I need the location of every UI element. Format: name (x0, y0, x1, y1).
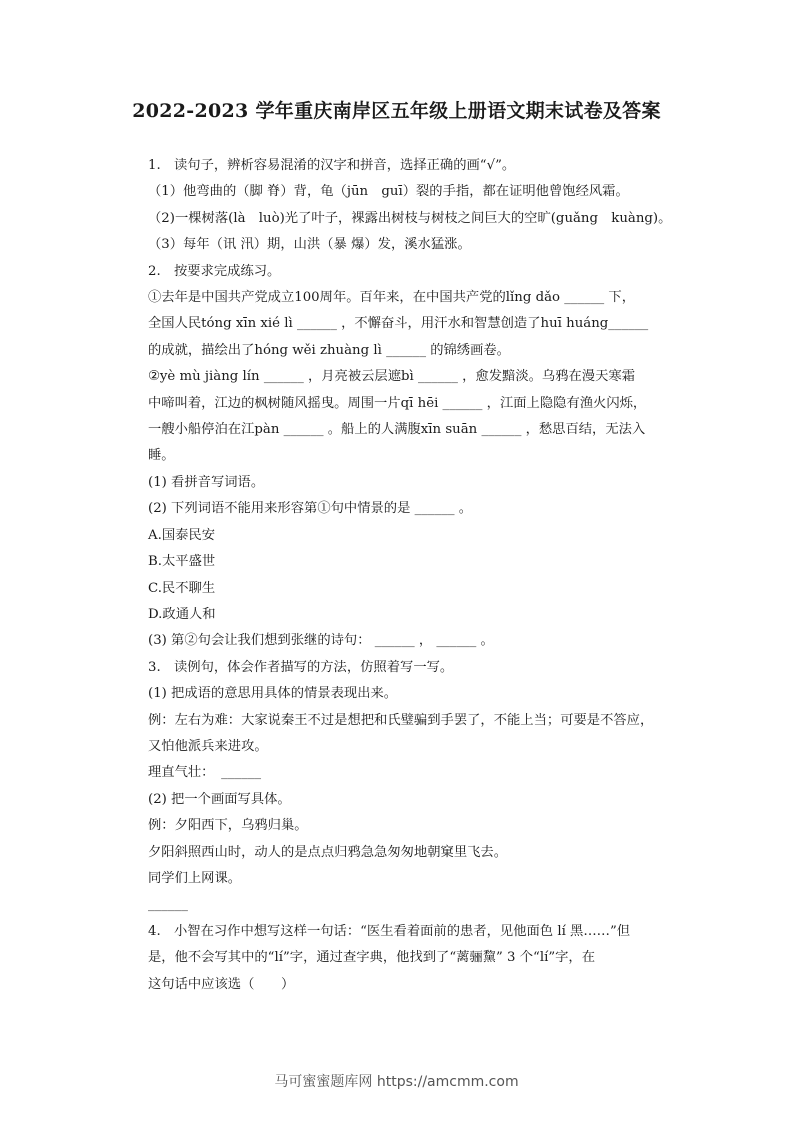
text-line: 3. 读例句，体会作者描写的方法，仿照着写一写。 (148, 659, 454, 675)
text-line: （2)一棵树落(là luò)光了叶子，裸露出树枝与树枝之间巨大的空旷(guǎng kuàng)。 (148, 210, 672, 226)
text-line: 这句话中应该选（ ） (148, 976, 295, 992)
text-line: 4. 小智在习作中想写这样一句话：“医生看着面前的患者，见他面色 lí 黑……”但 (148, 923, 631, 939)
text-line: (1) 把成语的意思用具体的情景表现出来。 (148, 686, 398, 702)
text-line: 全国人民tóng xīn xié lì ______ ，不懈奋斗，用汗水和智慧创造了huī huáng______ (148, 316, 649, 332)
text-line: （3）每年（讯 汛）期，山洪（暴 爆）发，溪水猛涨。 (148, 237, 471, 253)
text-line: 例：左右为难：大家说秦王不过是想把和氏璧骗到手罢了，不能上当；可要是不答应， (148, 712, 654, 728)
footer-watermark: 马可蜜蜜题库网 https://amcmm.com (274, 1074, 519, 1090)
option-a: A.国泰民安 (148, 527, 216, 543)
text-line: 1. 读句子，辨析容易混淆的汉字和拼音，选择正确的画“√”。 (148, 158, 516, 173)
text-line: 中啼叫着，江边的枫树随风摇曳。周围一片qī hēi ______ ，江面上隐隐有渔火闪烁， (148, 395, 647, 411)
answer-blank: ______ (148, 897, 188, 913)
text-line: (2) 下列词语不能用来形容第①句中情景的是 ______ 。 (148, 501, 473, 517)
document-title: 2022-2023 学年重庆南岸区五年级上册语文期末试卷及答案 (132, 100, 661, 122)
text-line: 理直气壮： ______ (148, 765, 262, 781)
text-line: 又怕他派兵来进攻。 (148, 738, 268, 754)
option-d: D.政通人和 (148, 606, 216, 622)
text-line: ①去年是中国共产党成立100周年。百年来，在中国共产党的lǐng dǎo ______ 下， (148, 290, 635, 306)
option-b: B.太平盛世 (148, 554, 216, 570)
text-line: ②yè mù jiàng lín ______ ，月亮被云层遮bì ______ ，愈发黯淡。乌鸦在漫天寒霜 (148, 369, 635, 385)
text-line: （1）他弯曲的（脚 脊）背，龟（jūn guī）裂的手指，都在证明他曾饱经风霜。 (148, 184, 629, 200)
question-content (148, 153, 678, 998)
text-line: 同学们上网课。 (148, 870, 242, 886)
text-line: 一艘小船停泊在江pàn ______ 。船上的人满腹xīn suān ______ ，愁思百结，无法入 (148, 422, 646, 438)
text-line: 睡。 (148, 448, 175, 464)
text-line: (1) 看拼音写词语。 (148, 474, 265, 490)
text-line: 2. 按要求完成练习。 (148, 263, 281, 279)
text-line: (2) 把一个画面写具体。 (148, 791, 291, 807)
text-line: 夕阳斜照西山时，动人的是点点归鸦急急匆匆地朝窠里飞去。 (148, 844, 508, 860)
text-line: (3) 第②句会让我们想到张继的诗句： ______ ， ______ 。 (148, 633, 494, 649)
option-c: C.民不聊生 (148, 580, 216, 596)
text-line: 的成就，描绘出了hóng wěi zhuàng lì ______ 的锦绣画卷。 (148, 342, 510, 358)
text-line: 例：夕阳西下，乌鸦归巢。 (148, 818, 308, 834)
text-line: 是，他不会写其中的“lí”字，通过查字典，他找到了“蓠骊黧” 3 个“lí”字，在 (148, 950, 596, 966)
